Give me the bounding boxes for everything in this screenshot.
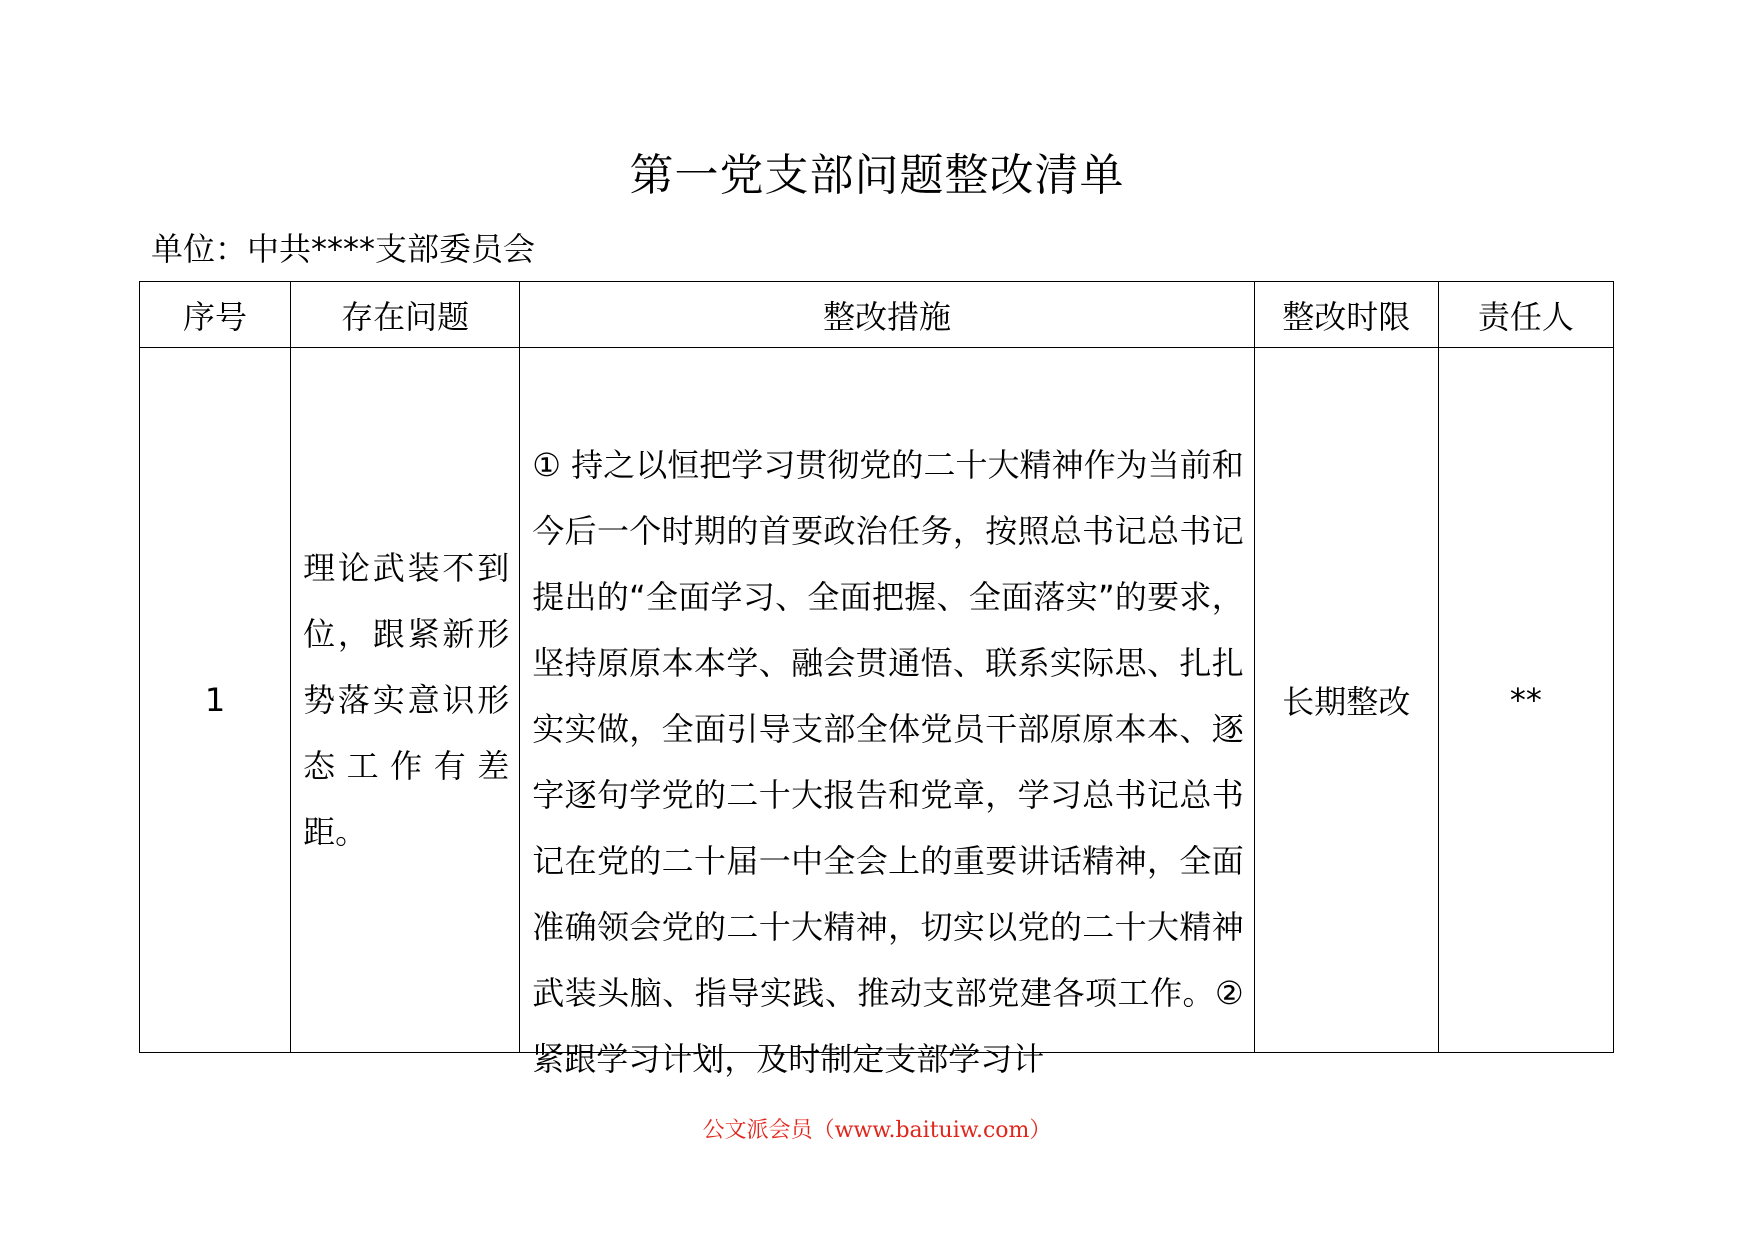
cell-problem: 理论武装不到位，跟紧新形势落实意识形态工作有差距。 <box>291 348 520 1053</box>
table-header-row <box>140 282 1614 348</box>
cell-measure-container <box>520 348 1254 1078</box>
cell-deadline: 长期整改 <box>1254 348 1438 1053</box>
cell-person: ** <box>1438 348 1613 1053</box>
rectification-table <box>139 281 1614 1078</box>
header-no: 序号 <box>140 282 291 348</box>
unit-line: 单位：中共****支部委员会 <box>151 230 536 268</box>
header-problem: 存在问题 <box>291 282 520 348</box>
cell-measure: ① 持之以恒把学习贯彻党的二十大精神作为当前和今后一个时期的首要政治任务，按照总书记总书记提出的“全面学习、全面把握、全面落实”的要求，坚持原原本本学、融会贯通悟、联系实际思、扎扎实实做，全面引导支部全体党员干部原原本本、逐字逐句学党的二十大报告和党章，学习总书记总书记在党的二十届一中全会上的重要讲话精神，全面准确领会党的二十大精神，切实以党的二十大精神武装头脑、指导实践、推动支部党建各项工作。②紧跟学习计划，及时制定支部学习计 <box>532 446 1244 1078</box>
document-title: 第一党支部问题整改清单 <box>629 150 1125 201</box>
header-measure: 整改措施 <box>520 282 1254 348</box>
header-person: 责任人 <box>1438 282 1613 348</box>
table-row <box>140 348 1614 1053</box>
footer-watermark: 公文派会员（www.baituiw.com） <box>702 1118 1052 1143</box>
cell-no: 1 <box>140 348 291 1053</box>
header-deadline: 整改时限 <box>1254 282 1438 348</box>
